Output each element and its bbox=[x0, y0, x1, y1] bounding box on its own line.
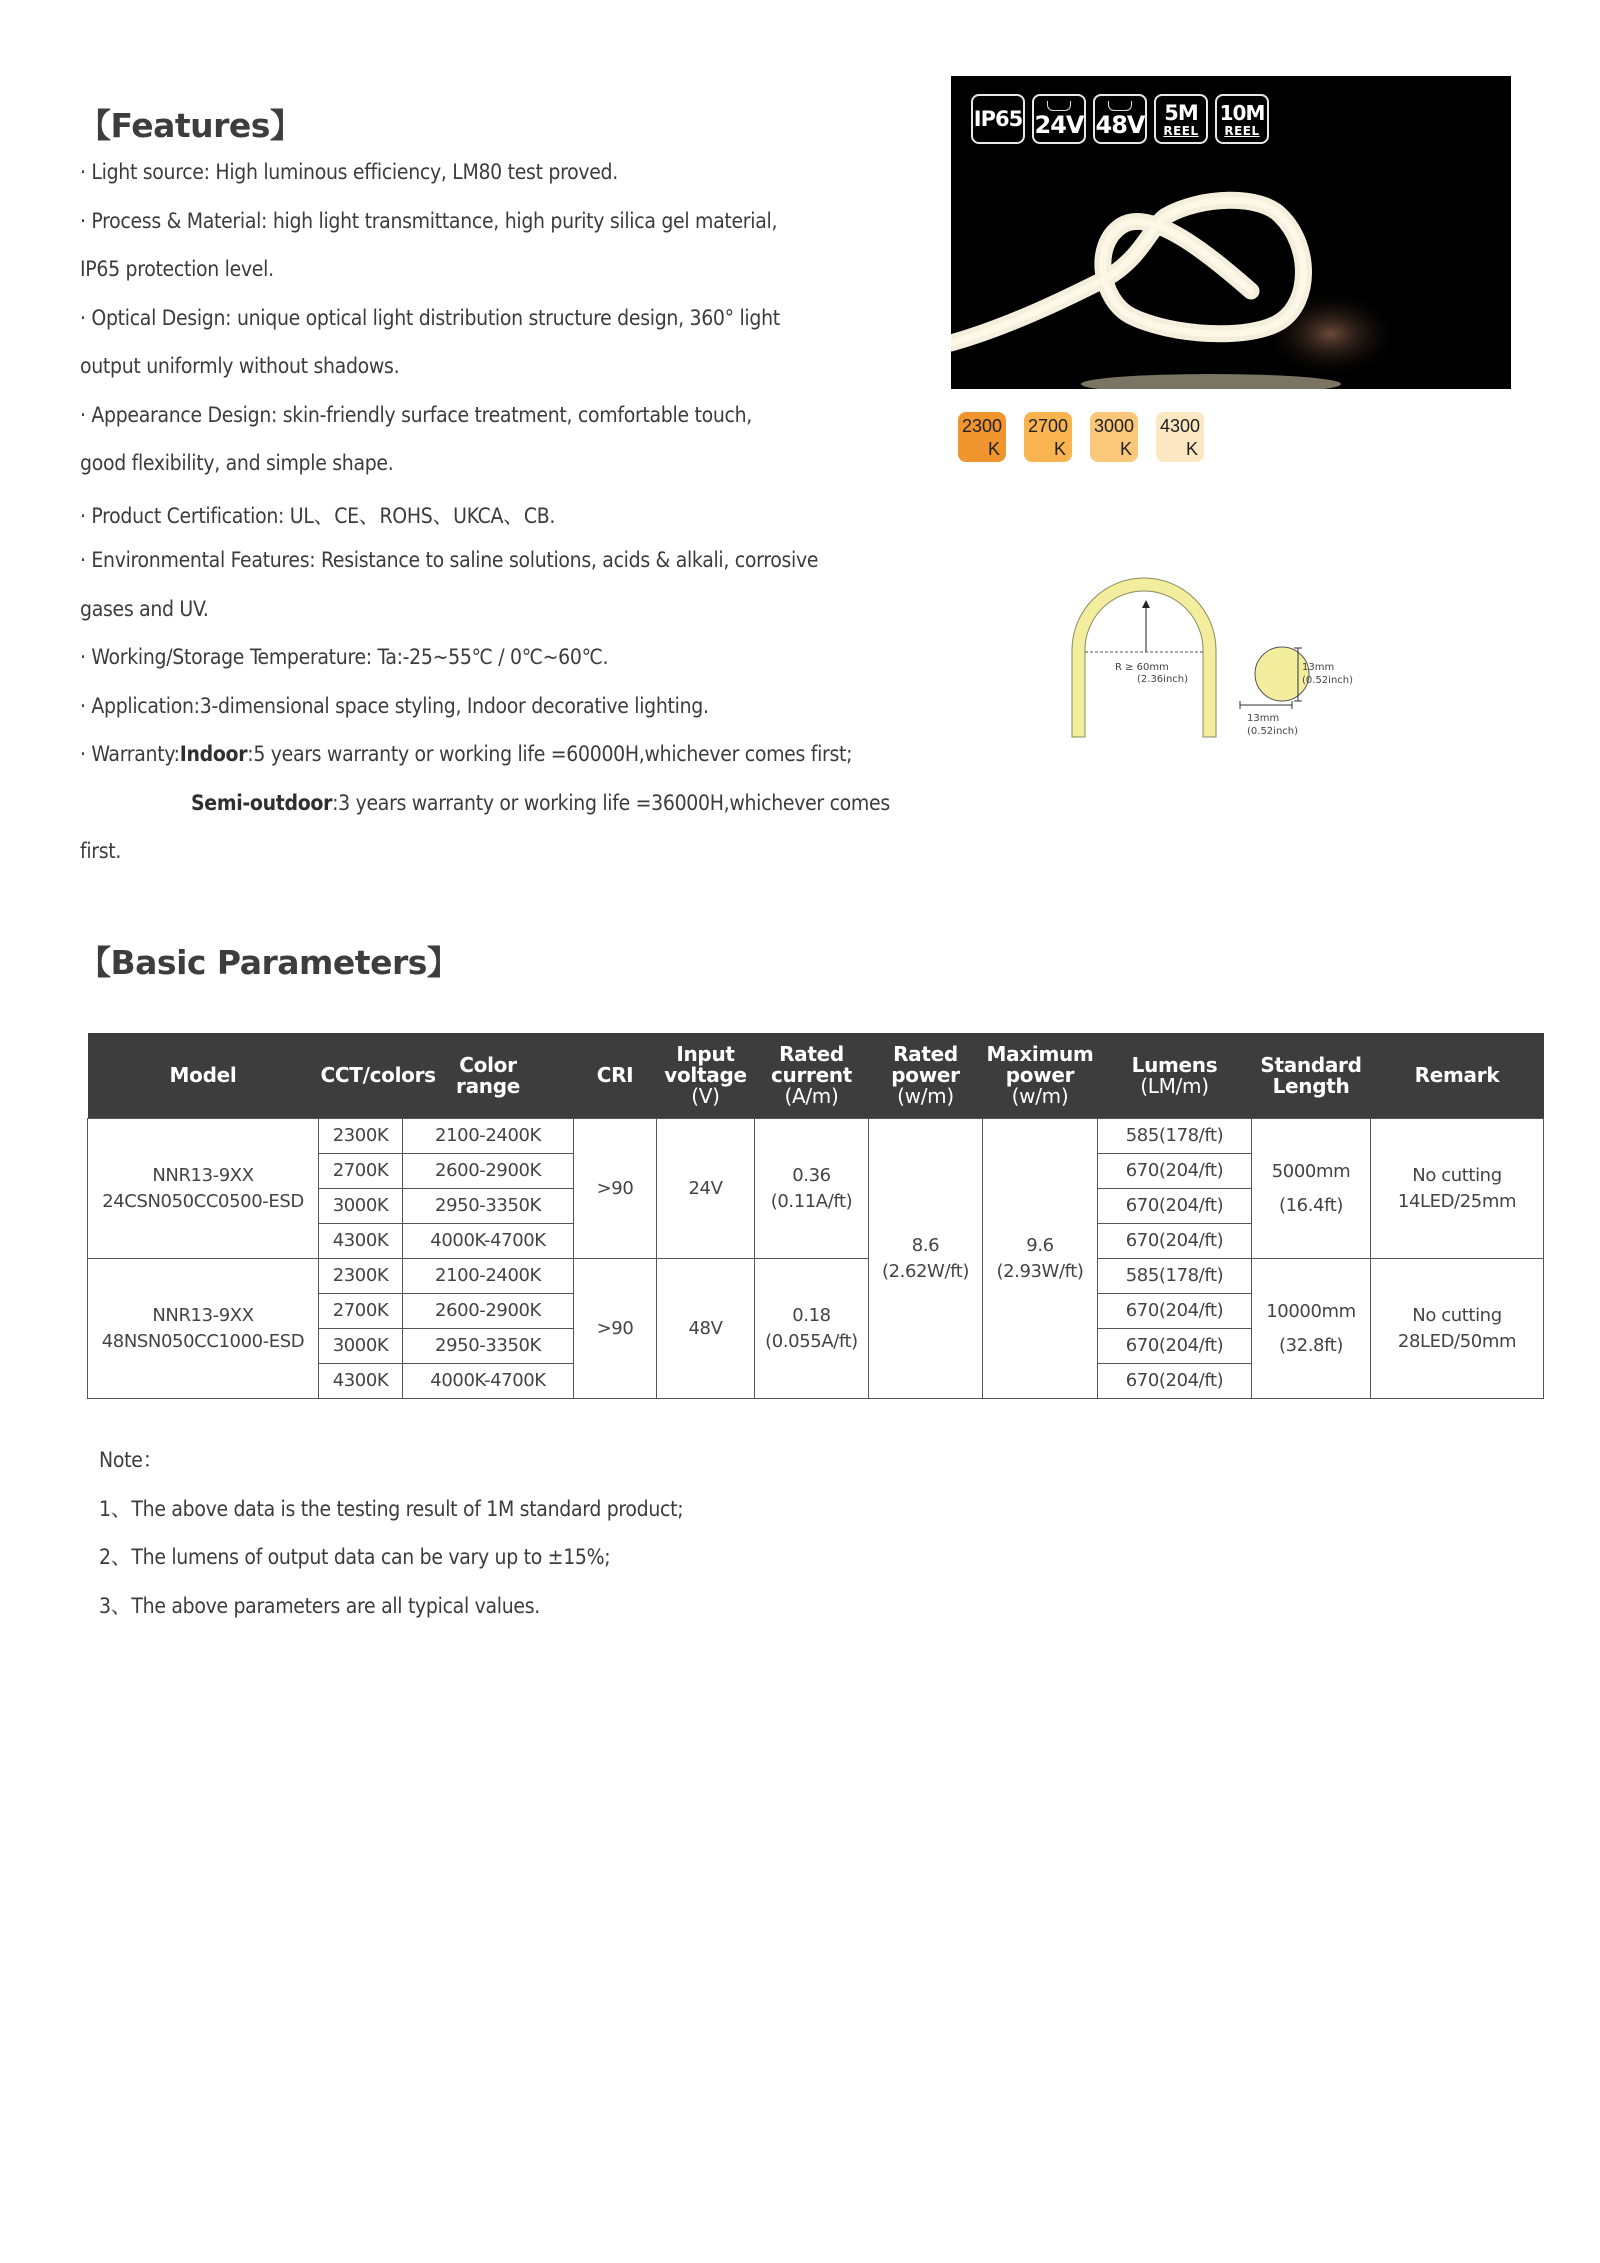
warranty-prefix: · Warranty: bbox=[80, 742, 180, 766]
remark-cell: No cutting 14LED/25mm bbox=[1371, 1119, 1544, 1259]
feature-line: · Appearance Design: skin-friendly surface treatment, comfortable touch, bbox=[80, 403, 752, 427]
current-cell: 0.18 (0.055A/ft) bbox=[755, 1259, 869, 1399]
dimension-diagram bbox=[1060, 570, 1360, 740]
spec-badges bbox=[971, 94, 1269, 144]
feature-line: good flexibility, and simple shape. bbox=[80, 451, 394, 475]
voltage-24v-badge: 24V bbox=[1032, 94, 1086, 144]
col-header-lumens: Lumens (LM/m) bbox=[1098, 1033, 1252, 1119]
lumens-cell: 670(204/ft) bbox=[1098, 1329, 1252, 1364]
lumens-cell: 585(178/ft) bbox=[1098, 1259, 1252, 1294]
width-label: 13mm bbox=[1247, 713, 1280, 724]
model-cell: NNR13-9XX 24CSN050CC0500-ESD bbox=[88, 1119, 319, 1259]
table-row bbox=[88, 1259, 1544, 1294]
reel-icon: REEL bbox=[1163, 124, 1199, 138]
cross-section-circle bbox=[1255, 647, 1309, 701]
cri-cell: >90 bbox=[574, 1259, 657, 1399]
note-item: 3、The above parameters are all typical values. bbox=[99, 1593, 540, 1618]
cct-swatch-4300: 4300 K bbox=[1156, 412, 1204, 462]
col-header-cct: CCT/colors bbox=[319, 1033, 403, 1119]
color-range-cell: 2950-3350K bbox=[403, 1329, 574, 1364]
col-header-rated-current: Rated current (A/m) bbox=[755, 1033, 869, 1119]
lumens-cell: 670(204/ft) bbox=[1098, 1364, 1252, 1399]
voltage-cell: 48V bbox=[657, 1259, 755, 1399]
bend-radius-label: R ≥ 60mm bbox=[1115, 662, 1169, 673]
col-header-color-range: Color range bbox=[403, 1033, 574, 1119]
battery-voltage-icon bbox=[1108, 101, 1132, 111]
table-row bbox=[88, 1119, 1544, 1154]
cct-cell: 4300K bbox=[319, 1364, 403, 1399]
voltage-cell: 24V bbox=[657, 1119, 755, 1259]
cct-swatches bbox=[958, 412, 1204, 462]
warranty-indoor-text: :5 years warranty or working life =60000H,whichever comes first; bbox=[247, 742, 853, 766]
rated-power-cell: 8.6 (2.62W/ft) bbox=[869, 1119, 983, 1399]
warranty-indoor-label: Indoor bbox=[179, 742, 248, 766]
lumens-cell: 670(204/ft) bbox=[1098, 1189, 1252, 1224]
width-inch-label: (0.52inch) bbox=[1247, 726, 1299, 737]
cri-cell: >90 bbox=[574, 1119, 657, 1259]
table-header-row bbox=[88, 1033, 1544, 1119]
color-range-cell: 2950-3350K bbox=[403, 1189, 574, 1224]
col-header-cri: CRI bbox=[574, 1033, 657, 1119]
arrow-up-icon bbox=[1142, 600, 1150, 608]
height-inch-label: (0.52inch) bbox=[1302, 675, 1354, 686]
warranty-semi-label: Semi-outdoor bbox=[191, 791, 333, 815]
feature-line: gases and UV. bbox=[80, 597, 209, 621]
ip65-badge: IP65 bbox=[971, 94, 1025, 144]
feature-line: · Working/Storage Temperature: Ta:-25~55℃ / 0℃~60℃. bbox=[80, 645, 609, 669]
cct-cell: 2700K bbox=[319, 1154, 403, 1189]
height-label: 13mm bbox=[1302, 662, 1335, 673]
product-photo bbox=[951, 76, 1511, 389]
feature-line: · Environmental Features: Resistance to saline solutions, acids & alkali, corrosive bbox=[80, 548, 819, 572]
bend-radius-inch: (2.36inch) bbox=[1137, 674, 1189, 685]
max-power-cell: 9.6 (2.93W/ft) bbox=[983, 1119, 1098, 1399]
feature-line: · Application:3-dimensional space styling, Indoor decorative lighting. bbox=[80, 694, 709, 718]
voltage-48v-badge: 48V bbox=[1093, 94, 1147, 144]
color-range-cell: 2100-2400K bbox=[403, 1259, 574, 1294]
lumens-cell: 670(204/ft) bbox=[1098, 1294, 1252, 1329]
note-item: 1、The above data is the testing result of 1M standard product; bbox=[99, 1496, 684, 1521]
cct-cell: 4300K bbox=[319, 1224, 403, 1259]
note-item: 2、The lumens of output data can be vary up to ±15%; bbox=[99, 1545, 611, 1569]
col-header-model: Model bbox=[88, 1033, 319, 1119]
cct-swatch-2700: 2700 K bbox=[1024, 412, 1072, 462]
warranty-line bbox=[80, 742, 852, 766]
feature-line: · Optical Design: unique optical light distribution structure design, 360° light bbox=[80, 306, 780, 330]
parameters-table bbox=[87, 1033, 1544, 1399]
lumens-cell: 585(178/ft) bbox=[1098, 1119, 1252, 1154]
col-header-rated-power: Rated power (w/m) bbox=[869, 1033, 983, 1119]
cct-cell: 2700K bbox=[319, 1294, 403, 1329]
col-header-standard-length: Standard Length bbox=[1252, 1033, 1371, 1119]
feature-line: IP65 protection level. bbox=[80, 257, 274, 281]
model-cell: NNR13-9XX 48NSN050CC1000-ESD bbox=[88, 1259, 319, 1399]
reel-icon: REEL bbox=[1224, 124, 1260, 138]
remark-cell: No cutting 28LED/50mm bbox=[1371, 1259, 1544, 1399]
length-cell: 10000mm (32.8ft) bbox=[1252, 1259, 1371, 1399]
cct-swatch-3000: 3000 K bbox=[1090, 412, 1138, 462]
cct-cell: 2300K bbox=[319, 1119, 403, 1154]
warranty-tail: first. bbox=[80, 839, 122, 863]
battery-voltage-icon bbox=[1047, 101, 1071, 111]
notes-block bbox=[99, 1444, 683, 1638]
col-header-max-power: Maximum power (w/m) bbox=[983, 1033, 1098, 1119]
col-header-remark: Remark bbox=[1371, 1033, 1544, 1119]
features-heading: 【Features】 bbox=[78, 106, 303, 145]
cct-cell: 3000K bbox=[319, 1189, 403, 1224]
current-cell: 0.36 (0.11A/ft) bbox=[755, 1119, 869, 1259]
feature-line: · Light source: High luminous efficiency, LM80 test proved. bbox=[80, 160, 618, 184]
color-range-cell: 2100-2400K bbox=[403, 1119, 574, 1154]
warranty-semi-text: :3 years warranty or working life =36000H,whichever comes bbox=[332, 791, 890, 815]
reel-10m-badge: 10M REEL bbox=[1215, 94, 1269, 144]
color-range-cell: 2600-2900K bbox=[403, 1154, 574, 1189]
lumens-cell: 670(204/ft) bbox=[1098, 1224, 1252, 1259]
cct-swatch-2300: 2300 K bbox=[958, 412, 1006, 462]
col-header-input-voltage: Input voltage (V) bbox=[657, 1033, 755, 1119]
cct-cell: 3000K bbox=[319, 1329, 403, 1364]
warranty-semi-line bbox=[191, 791, 890, 815]
notes-title: Note： bbox=[99, 1448, 164, 1472]
color-range-cell: 4000K-4700K bbox=[403, 1224, 574, 1259]
lumens-cell: 670(204/ft) bbox=[1098, 1154, 1252, 1189]
feature-line: output uniformly without shadows. bbox=[80, 354, 400, 378]
feature-line: · Process & Material: high light transmittance, high purity silica gel material, bbox=[80, 209, 778, 233]
reel-5m-badge: 5M REEL bbox=[1154, 94, 1208, 144]
color-range-cell: 4000K-4700K bbox=[403, 1364, 574, 1399]
parameters-heading: 【Basic Parameters】 bbox=[78, 943, 460, 982]
color-range-cell: 2600-2900K bbox=[403, 1294, 574, 1329]
bend-radius-shape bbox=[1072, 578, 1216, 737]
length-cell: 5000mm (16.4ft) bbox=[1252, 1119, 1371, 1259]
feature-line: · Product Certification: UL、CE、ROHS、UKCA、CB. bbox=[80, 504, 556, 528]
cct-cell: 2300K bbox=[319, 1259, 403, 1294]
